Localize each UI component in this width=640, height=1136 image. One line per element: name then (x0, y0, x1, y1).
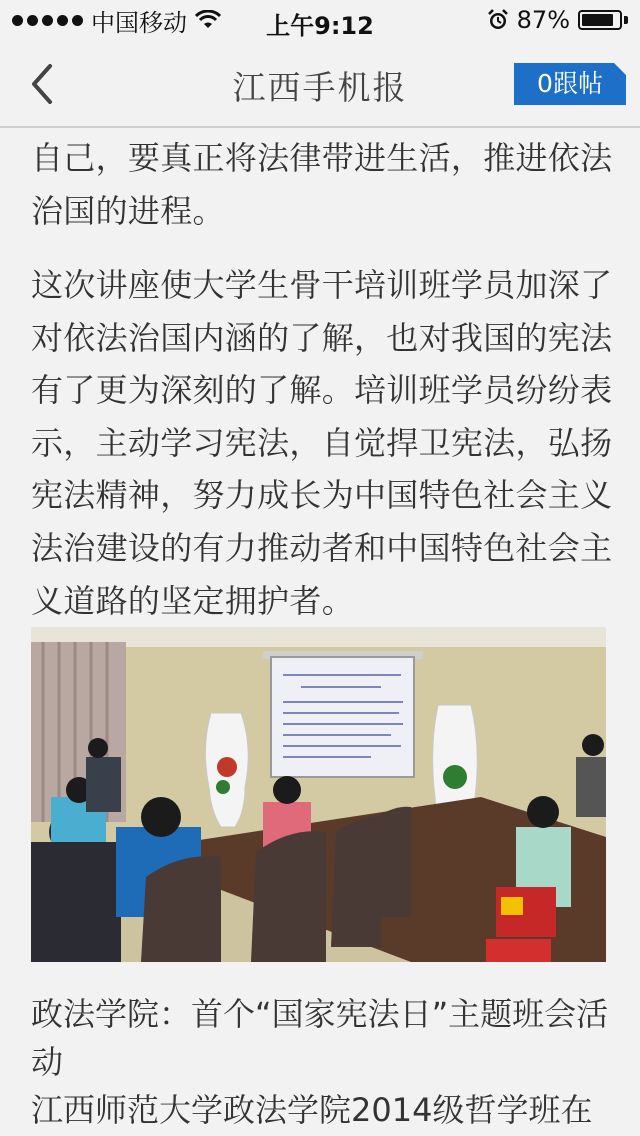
photo-caption: 政法学院：首个“国家宪法日”主题班会活动 (31, 995, 609, 1081)
lecture-room-image (31, 627, 606, 962)
comments-button[interactable]: 0跟帖 (514, 63, 626, 105)
article-paragraph: 自己，要真正将法律带进生活，推进依法治国的进程。 (31, 139, 613, 230)
article-photo[interactable] (31, 627, 606, 962)
status-bar (0, 0, 640, 40)
article-paragraph: 江西师范大学政法学院2014级哲学班在 (31, 1091, 593, 1129)
status-right (487, 6, 628, 34)
alarm-icon (487, 9, 509, 31)
navigation-bar (0, 40, 640, 128)
page-title: 江西手机报 (232, 68, 408, 107)
article-paragraph: 这次讲座使大学生骨干培训班学员加深了对依法治国内涵的了解，也对我国的宪法有了更为深刻的了解。培训班学员纷纷表示，主动学习宪法，自觉捍卫宪法，弘扬宪法精神，努力成长为中国特色社会主义法治建设的有力推动者和中国特色社会主义道路的坚定拥护者。 (31, 266, 613, 620)
status-time: 上午9:12 (266, 12, 374, 40)
battery-percentage: 87% (516, 6, 570, 34)
carrier-name: 中国移动 (91, 8, 187, 37)
battery-fill (582, 14, 613, 26)
battery-icon (578, 9, 628, 31)
